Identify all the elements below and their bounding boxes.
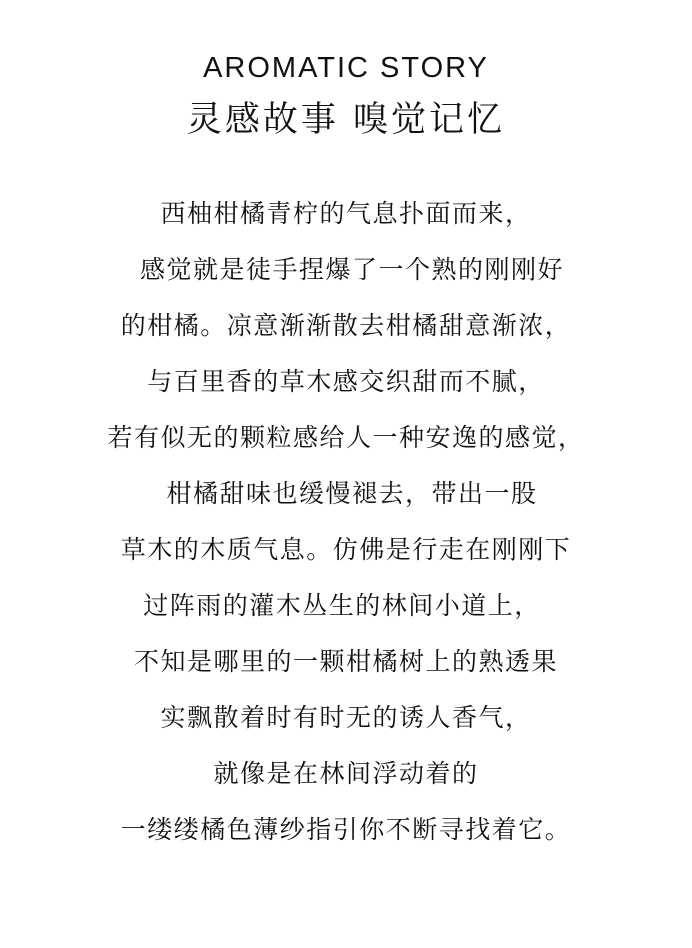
story-paragraph (0, 186, 692, 858)
story-line: 西柚柑橘青柠的气息扑面而来， (160, 199, 532, 228)
story-line: 草木的木质气息。仿佛是行走在刚刚下 (120, 535, 572, 564)
story-line: 与百里香的草木感交织甜而不腻， (147, 367, 545, 396)
story-line: 的柑橘。凉意渐渐散去柑橘甜意渐浓， (120, 311, 572, 340)
story-line: 一缕缕橘色薄纱指引你不断寻找着它。 (120, 815, 572, 844)
story-line: 柑橘甜味也缓慢褪去，带出一股 (166, 479, 538, 508)
story-line: 过阵雨的灌木丛生的林间小道上， (143, 591, 541, 620)
english-title: AROMATIC STORY (203, 52, 489, 84)
chinese-title: 灵感故事 嗅觉记忆 (186, 100, 506, 140)
story-line: 就像是在林间浮动着的 (213, 759, 479, 788)
story-line: 不知是哪里的一颗柑橘树上的熟透果 (133, 647, 558, 676)
story-line: 感觉就是徒手捏爆了一个熟的刚刚好 (139, 255, 564, 284)
story-line: 若有似无的颗粒感给人一种安逸的感觉， (107, 423, 585, 452)
story-line: 实飘散着时有时无的诱人香气， (160, 703, 532, 732)
